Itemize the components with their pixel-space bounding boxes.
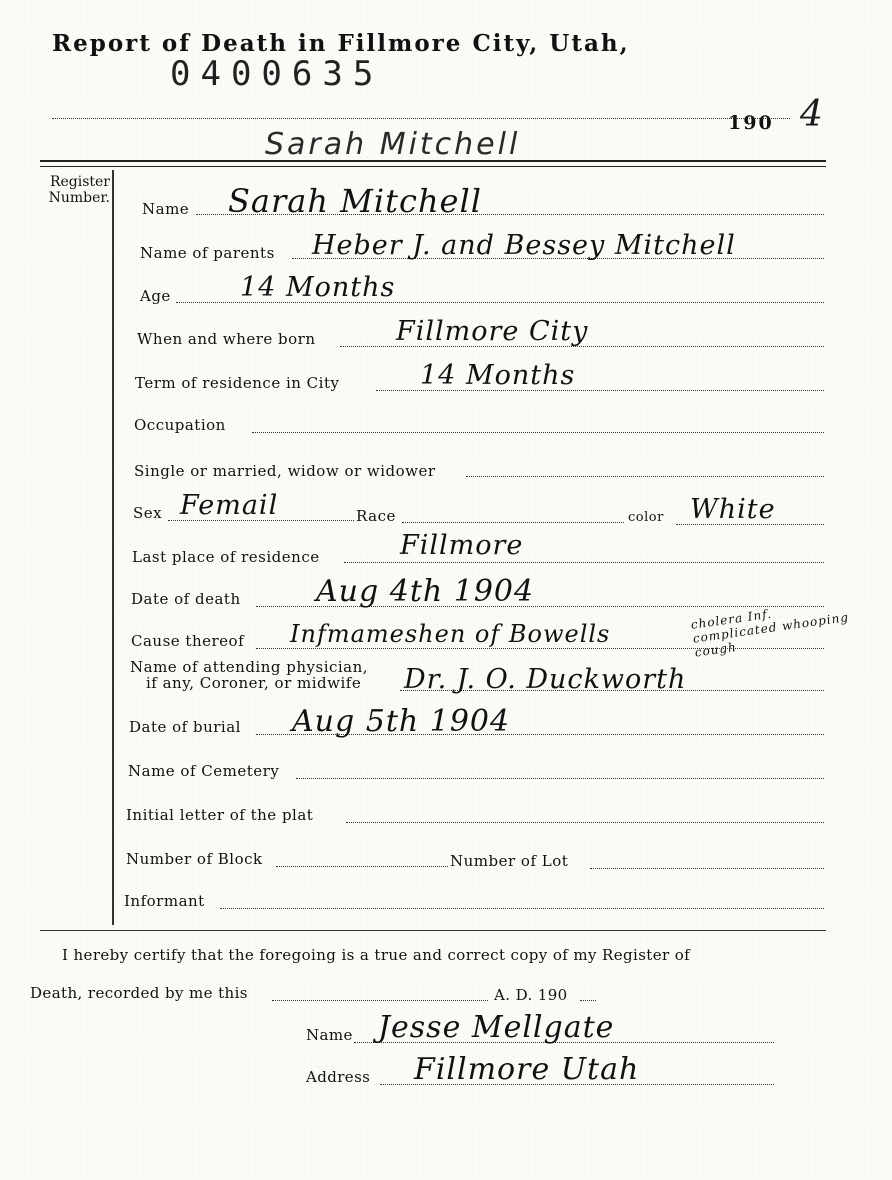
born-label: When and where born	[137, 330, 316, 348]
date-death-label: Date of death	[131, 590, 241, 608]
year-printed: 190	[728, 112, 774, 134]
occupation-line	[252, 432, 824, 433]
lot-line	[590, 868, 824, 869]
certifier-address-label: Address	[306, 1068, 371, 1086]
color-label: color	[628, 510, 664, 525]
name-value: Sarah Mitchell	[228, 182, 482, 220]
age-value: 14 Months	[240, 272, 396, 303]
cause-label: Cause thereof	[131, 632, 245, 650]
term-label: Term of residence in City	[135, 374, 340, 392]
marital-line	[466, 476, 824, 477]
race-label: Race	[356, 507, 396, 525]
date-burial-label: Date of burial	[129, 718, 241, 736]
block-line	[276, 866, 448, 867]
date-death-value: Aug 4th 1904	[316, 574, 535, 609]
report-title: Report of Death in Fillmore City, Utah,	[52, 30, 630, 57]
cause-note: cholera Inf. complicated whooping cough	[690, 606, 850, 660]
register-column-divider	[112, 170, 114, 925]
physician-label-1: Name of attending physician,	[130, 658, 369, 676]
sex-value: Femail	[180, 490, 279, 521]
register-number-label: Register Number.	[48, 174, 110, 206]
certifier-name-value: Jesse Mellgate	[378, 1010, 615, 1045]
name-label: Name	[142, 200, 190, 218]
header-rule-thin	[40, 166, 826, 167]
marital-label: Single or married, widow or widower	[134, 462, 436, 480]
born-value: Fillmore City	[396, 316, 589, 347]
color-value: White	[690, 494, 776, 525]
certification-line-2-start: Death, recorded by me this	[30, 984, 248, 1002]
lot-label: Number of Lot	[450, 852, 569, 870]
certification-line-2-end: A. D. 190	[494, 986, 568, 1004]
last-residence-value: Fillmore	[400, 530, 524, 561]
certification-year-line	[580, 1000, 596, 1001]
physician-value: Dr. J. O. Duckworth	[404, 664, 687, 695]
plat-line	[346, 822, 824, 823]
header-rule	[40, 160, 826, 162]
sex-label: Sex	[133, 504, 163, 522]
header-handwritten-name: Sarah Mitchell	[265, 127, 521, 162]
parents-value: Heber J. and Bessey Mitchell	[312, 230, 736, 261]
date-burial-value: Aug 5th 1904	[292, 704, 511, 739]
year-rule	[52, 118, 790, 119]
certification-rule	[40, 930, 826, 931]
parents-label: Name of parents	[140, 244, 275, 262]
certifier-address-value: Fillmore Utah	[414, 1052, 640, 1087]
physician-label-2: if any, Coroner, or midwife	[146, 674, 362, 692]
occupation-label: Occupation	[134, 416, 226, 434]
cemetery-line	[296, 778, 824, 779]
certification-date-line	[272, 1000, 488, 1001]
race-line	[402, 522, 624, 523]
certification-line-1: I hereby certify that the foregoing is a true and correct copy of my Register of	[62, 946, 691, 964]
year-handwritten: 4	[800, 94, 823, 135]
certifier-name-label: Name	[306, 1026, 353, 1044]
informant-line	[220, 908, 824, 909]
plat-label: Initial letter of the plat	[126, 806, 314, 824]
cause-value: Infmameshen of Bowells	[290, 620, 611, 648]
age-label: Age	[140, 287, 171, 305]
term-value: 14 Months	[420, 360, 576, 391]
last-residence-label: Last place of residence	[132, 548, 320, 566]
last-residence-line	[344, 562, 824, 563]
informant-label: Informant	[124, 892, 205, 910]
cemetery-label: Name of Cemetery	[128, 762, 280, 780]
register-stamp-number: 0400635	[170, 54, 384, 94]
block-label: Number of Block	[126, 850, 263, 868]
